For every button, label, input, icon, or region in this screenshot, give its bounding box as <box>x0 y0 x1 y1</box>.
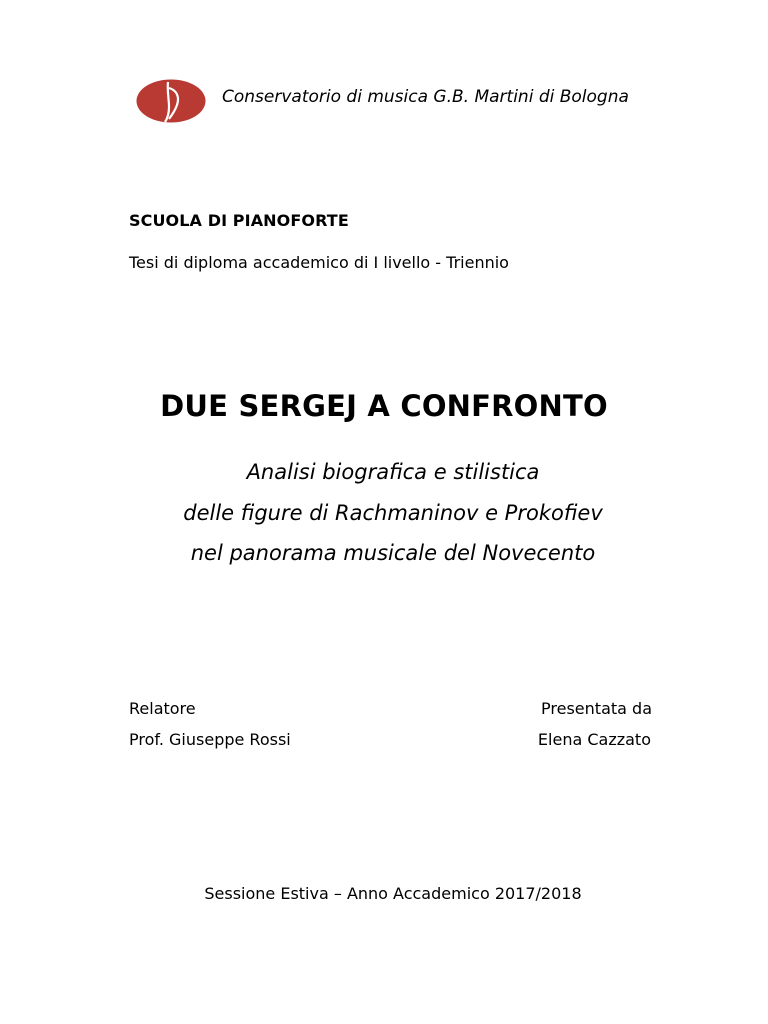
thesis-subtitle-line-2: delle figure di Rachmaninov e Prokofiev <box>183 501 603 525</box>
institution-name: Conservatorio di musica G.B. Martini di Bologna <box>222 87 629 107</box>
candidate-name: Elena Cazzato <box>537 730 651 749</box>
school-name: SCUOLA DI PIANOFORTE <box>129 211 349 230</box>
candidate-label: Presentata da <box>541 699 652 718</box>
academic-session: Sessione Estiva – Anno Accademico 2017/2018 <box>204 884 582 903</box>
advisor-label: Relatore <box>129 699 196 718</box>
thesis-subtitle-line-3: nel panorama musicale del Novecento <box>190 541 596 565</box>
thesis-title: DUE SERGEJ A CONFRONTO <box>160 389 608 423</box>
conservatory-logo-icon <box>136 79 206 123</box>
advisor-name: Prof. Giuseppe Rossi <box>129 730 291 749</box>
thesis-subtitle-line-1: Analisi biografica e stilistica <box>246 460 540 484</box>
degree-type: Tesi di diploma accademico di I livello - Triennio <box>129 253 509 272</box>
